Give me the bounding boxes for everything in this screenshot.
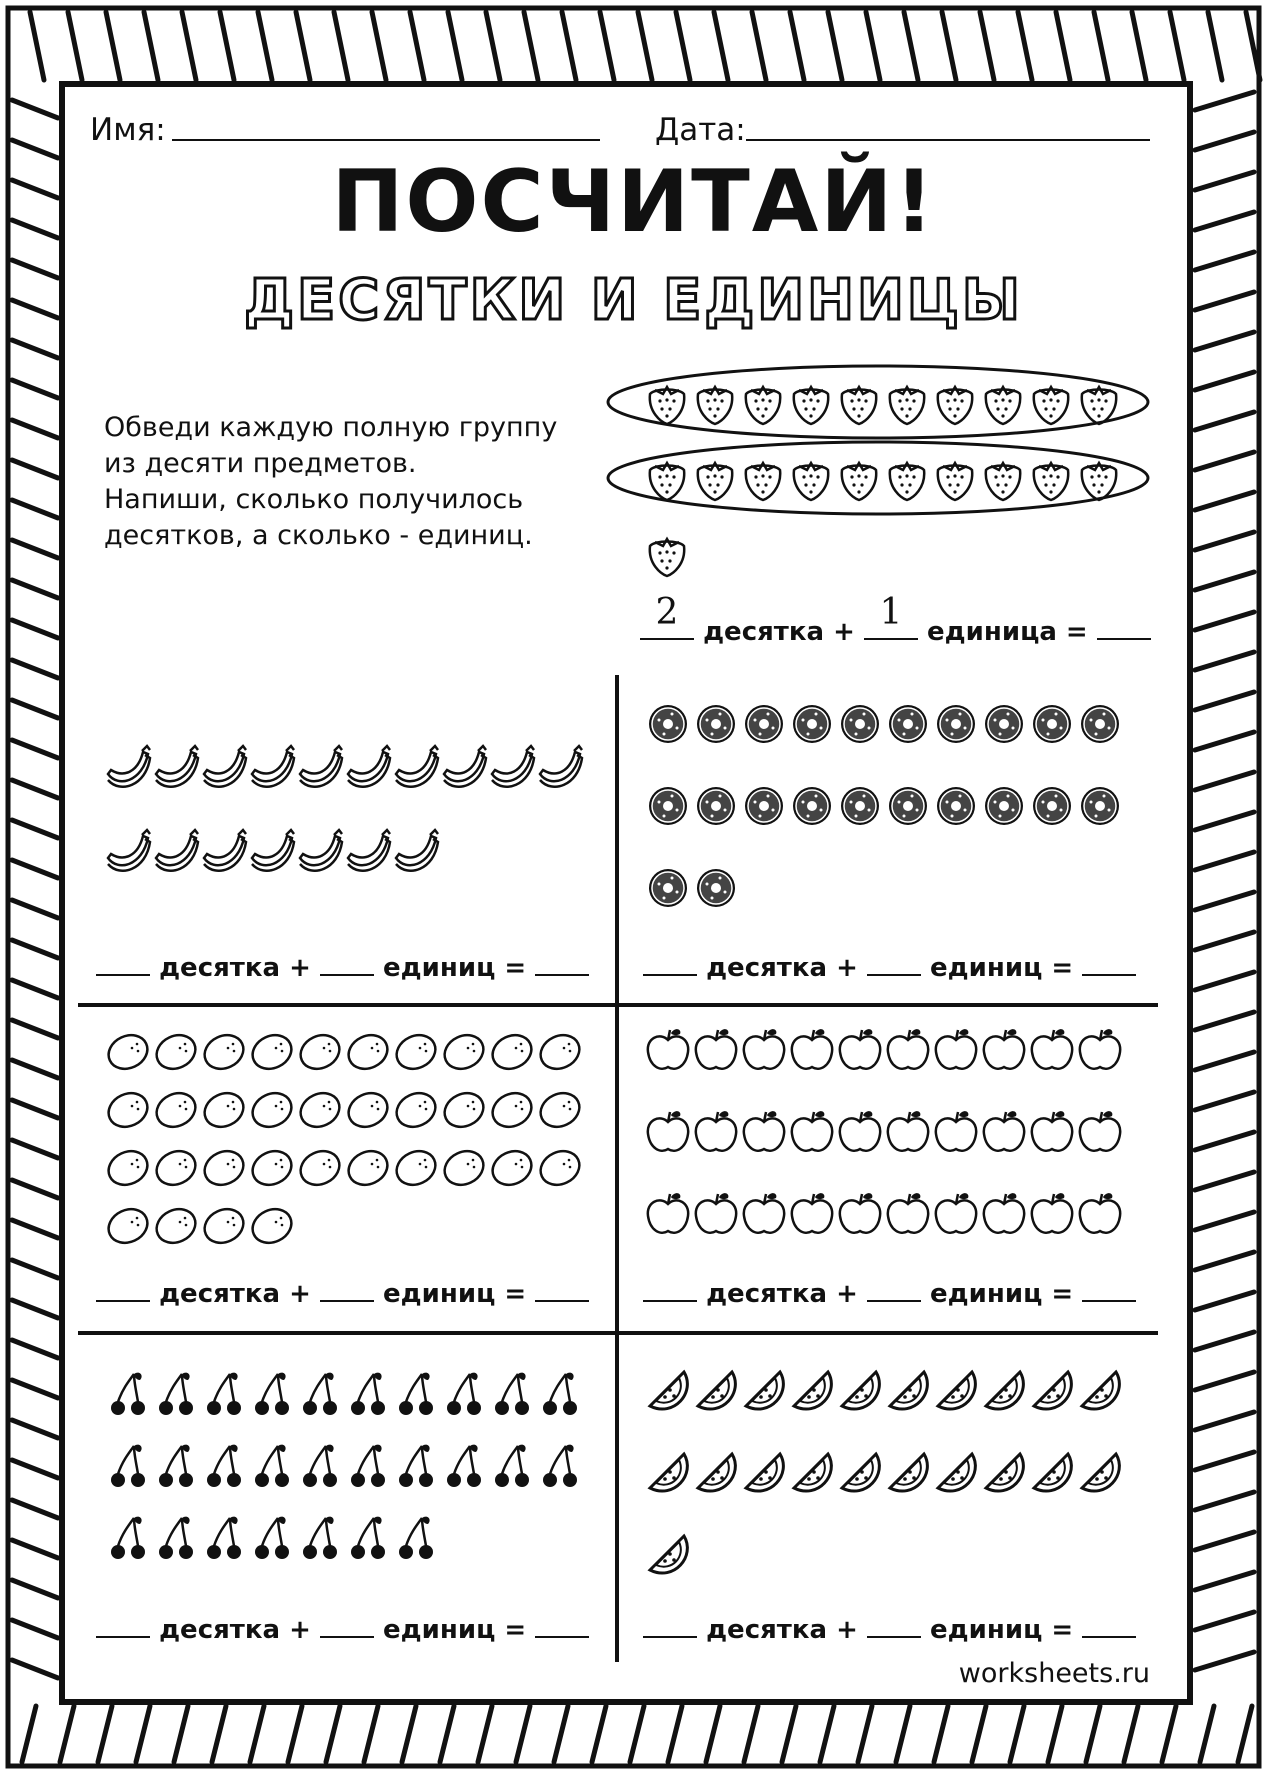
watermelon-icon — [794, 1454, 831, 1491]
apple-icon — [696, 1029, 736, 1069]
cherry-icon — [495, 1445, 529, 1487]
kiwi-icon — [937, 705, 975, 743]
lemon-icon — [343, 1145, 393, 1191]
strawberry-icon — [698, 387, 732, 424]
strawberry-icon — [1034, 387, 1068, 424]
strawberry-icon — [698, 463, 732, 500]
exercise-equation-banana — [96, 948, 589, 983]
cherry-icon — [159, 1445, 193, 1487]
lemon-icon — [391, 1087, 441, 1133]
watermelon-icon — [650, 1536, 687, 1573]
exercise-equation-apple — [643, 1274, 1136, 1309]
apple-icon — [840, 1029, 880, 1069]
strawberry-icon — [1034, 463, 1068, 500]
lemon-icon — [247, 1029, 297, 1075]
lemon-icon — [199, 1087, 249, 1133]
strawberry-icon — [842, 463, 876, 500]
cherry-icon — [159, 1373, 193, 1415]
watermelon-icon — [746, 1454, 783, 1491]
strawberry-icon — [794, 463, 828, 500]
example-equation — [640, 592, 1151, 647]
strawberry-icon — [746, 387, 780, 424]
watermelon-icon — [986, 1454, 1023, 1491]
lemon-icon — [151, 1087, 201, 1133]
strawberry-icon — [794, 387, 828, 424]
lemon-icon — [439, 1145, 489, 1191]
banana-icon — [396, 746, 438, 787]
kiwi-icon — [1081, 705, 1119, 743]
example-tens-value: 2 — [655, 592, 679, 633]
kiwi-icon — [841, 705, 879, 743]
cherry-icon — [399, 1517, 433, 1559]
apple-icon — [648, 1029, 688, 1069]
strawberry-icon — [890, 463, 924, 500]
banana-icon — [348, 746, 390, 787]
apple-icon — [1080, 1029, 1120, 1069]
cherry-icon — [543, 1373, 577, 1415]
total-answer-field[interactable] — [1082, 948, 1136, 976]
strawberry-icon — [746, 463, 780, 500]
cherry-icon — [351, 1517, 385, 1559]
lemon-icon — [199, 1029, 249, 1075]
cherry-icon — [399, 1373, 433, 1415]
ones-word: единиц = — [930, 1615, 1074, 1645]
kiwi-icon — [1033, 787, 1071, 825]
total-answer-field[interactable] — [535, 1610, 589, 1638]
cherry-icon — [207, 1373, 241, 1415]
apple-icon — [984, 1111, 1024, 1151]
example-tens-answer[interactable] — [640, 592, 694, 640]
apple-icon — [840, 1193, 880, 1233]
ones-word: единиц = — [383, 953, 527, 983]
apple-icon — [888, 1111, 928, 1151]
apple-icon — [792, 1029, 832, 1069]
watermelon-icon — [842, 1454, 879, 1491]
lemon-icon — [295, 1145, 345, 1191]
tens-word: десятка + — [159, 1615, 311, 1645]
tens-answer-field[interactable] — [96, 948, 150, 976]
watermelon-icon — [890, 1372, 927, 1409]
strawberry-icon — [842, 387, 876, 424]
watermelon-icon — [650, 1454, 687, 1491]
cherry-icon — [255, 1373, 289, 1415]
apple-icon — [984, 1193, 1024, 1233]
strawberry-icon — [650, 463, 684, 500]
tens-word: десятка + — [706, 1279, 858, 1309]
strawberry-icon — [1082, 387, 1116, 424]
lemon-icon — [151, 1203, 201, 1249]
apple-icon — [936, 1029, 976, 1069]
watermelon-icon — [650, 1372, 687, 1409]
lemon-icon — [487, 1087, 537, 1133]
banana-icon — [492, 746, 534, 787]
ones-word: единиц = — [930, 953, 1074, 983]
apple-icon — [696, 1193, 736, 1233]
lemon-icon — [343, 1087, 393, 1133]
watermelon-icon — [698, 1454, 735, 1491]
watermelon-icon — [1082, 1372, 1119, 1409]
lemon-icon — [535, 1029, 585, 1075]
apple-icon — [936, 1111, 976, 1151]
watermelon-icon — [986, 1372, 1023, 1409]
watermelon-icon — [842, 1372, 879, 1409]
strawberry-icon — [1082, 463, 1116, 500]
instruction-line: Напиши, сколько получилось — [104, 484, 524, 515]
lemon-icon — [199, 1203, 249, 1249]
banana-icon — [108, 830, 150, 871]
strawberry-icon — [650, 539, 684, 576]
banana-icon — [156, 746, 198, 787]
apple-icon — [1032, 1111, 1072, 1151]
banana-icon — [300, 746, 342, 787]
strawberry-icon — [986, 463, 1020, 500]
lemon-icon — [535, 1087, 585, 1133]
apple-icon — [840, 1111, 880, 1151]
lemon-icon — [103, 1145, 153, 1191]
tens-word: десятка + — [706, 1615, 858, 1645]
total-answer-field[interactable] — [1082, 1610, 1136, 1638]
watermelon-icon — [1082, 1454, 1119, 1491]
kiwi-icon — [985, 705, 1023, 743]
kiwi-icon — [1033, 705, 1071, 743]
cherry-icon — [207, 1445, 241, 1487]
cherry-icon — [447, 1445, 481, 1487]
cherry-icon — [159, 1517, 193, 1559]
tens-word: десятка + — [159, 953, 311, 983]
kiwi-icon — [745, 787, 783, 825]
kiwi-icon — [841, 787, 879, 825]
lemon-icon — [487, 1145, 537, 1191]
instruction-line: Обведи каждую полную группу — [104, 412, 558, 443]
apple-icon — [648, 1193, 688, 1233]
cherry-icon — [351, 1373, 385, 1415]
watermelon-icon — [938, 1454, 975, 1491]
cherry-icon — [351, 1445, 385, 1487]
cherry-icon — [495, 1373, 529, 1415]
apple-icon — [1032, 1029, 1072, 1069]
banana-icon — [156, 830, 198, 871]
exercise-equation-lemon — [96, 1274, 589, 1309]
tens-answer-field[interactable] — [643, 1274, 697, 1302]
watermelon-icon — [746, 1372, 783, 1409]
lemon-icon — [295, 1087, 345, 1133]
date-label: Дата: — [655, 112, 746, 148]
watermelon-icon — [1034, 1454, 1071, 1491]
lemon-icon — [343, 1029, 393, 1075]
exercise-equation-kiwi — [643, 948, 1136, 983]
cherry-icon — [111, 1517, 145, 1559]
page-subtitle: ДЕСЯТКИ И ЕДИНИЦЫ — [244, 268, 1023, 333]
strawberry-icon — [938, 387, 972, 424]
banana-icon — [300, 830, 342, 871]
lemon-icon — [103, 1087, 153, 1133]
watermelon-icon — [938, 1372, 975, 1409]
example-total-answer[interactable] — [1097, 612, 1151, 640]
ones-answer-field[interactable] — [320, 948, 374, 976]
lemon-icon — [439, 1029, 489, 1075]
cherry-icon — [399, 1445, 433, 1487]
cherry-icon — [111, 1445, 145, 1487]
ones-answer-field[interactable] — [867, 948, 921, 976]
kiwi-icon — [649, 869, 687, 907]
strawberry-icon — [890, 387, 924, 424]
apple-icon — [744, 1193, 784, 1233]
lemon-icon — [247, 1145, 297, 1191]
lemon-icon — [151, 1029, 201, 1075]
kiwi-icon — [697, 869, 735, 907]
apple-icon — [1032, 1193, 1072, 1233]
cherry-icon — [255, 1517, 289, 1559]
ones-word: единиц = — [930, 1279, 1074, 1309]
kiwi-icon — [889, 787, 927, 825]
banana-icon — [444, 746, 486, 787]
tens-word: десятка + — [706, 953, 858, 983]
apple-icon — [1080, 1193, 1120, 1233]
lemon-icon — [247, 1087, 297, 1133]
lemon-icon — [247, 1203, 297, 1249]
ones-answer-field[interactable] — [320, 1610, 374, 1638]
lemon-icon — [535, 1145, 585, 1191]
cherry-icon — [207, 1517, 241, 1559]
banana-icon — [348, 830, 390, 871]
kiwi-icon — [745, 705, 783, 743]
kiwi-icon — [1081, 787, 1119, 825]
tens-answer-field[interactable] — [643, 1610, 697, 1638]
instruction-line: десятков, а сколько - единиц. — [104, 520, 533, 551]
banana-icon — [252, 830, 294, 871]
cherry-icon — [303, 1373, 337, 1415]
kiwi-icon — [937, 787, 975, 825]
banana-icon — [204, 830, 246, 871]
kiwi-icon — [649, 787, 687, 825]
tens-answer-field[interactable] — [96, 1274, 150, 1302]
cherry-icon — [543, 1445, 577, 1487]
exercise-equation-watermelon — [643, 1610, 1136, 1645]
kiwi-icon — [985, 787, 1023, 825]
lemon-icon — [487, 1029, 537, 1075]
apple-icon — [936, 1193, 976, 1233]
lemon-icon — [151, 1145, 201, 1191]
apple-icon — [888, 1029, 928, 1069]
strawberry-icon — [938, 463, 972, 500]
total-answer-field[interactable] — [535, 948, 589, 976]
apple-icon — [792, 1111, 832, 1151]
banana-icon — [252, 746, 294, 787]
tens-word: десятка + — [159, 1279, 311, 1309]
example-ones-value: 1 — [879, 592, 903, 633]
lemon-icon — [199, 1145, 249, 1191]
watermelon-icon — [794, 1372, 831, 1409]
ones-answer-field[interactable] — [320, 1274, 374, 1302]
kiwi-icon — [697, 705, 735, 743]
cherry-icon — [111, 1373, 145, 1415]
strawberry-icon — [650, 387, 684, 424]
ones-answer-field[interactable] — [867, 1610, 921, 1638]
strawberry-icon — [986, 387, 1020, 424]
lemon-icon — [295, 1029, 345, 1075]
site-credit: worksheets.ru — [958, 1658, 1150, 1689]
banana-icon — [540, 746, 582, 787]
lemon-icon — [103, 1029, 153, 1075]
apple-icon — [696, 1111, 736, 1151]
cherry-icon — [447, 1373, 481, 1415]
banana-icon — [396, 830, 438, 871]
kiwi-icon — [889, 705, 927, 743]
kiwi-icon — [793, 705, 831, 743]
page-title: ПОСЧИТАЙ! — [331, 152, 936, 252]
apple-icon — [984, 1029, 1024, 1069]
example-ones-answer[interactable] — [864, 592, 918, 640]
ones-word: единиц = — [383, 1279, 527, 1309]
kiwi-icon — [697, 787, 735, 825]
tens-answer-field[interactable] — [96, 1610, 150, 1638]
tens-word: десятка + — [703, 617, 855, 647]
ones-word: единиц = — [383, 1615, 527, 1645]
apple-icon — [744, 1029, 784, 1069]
ones-word: единица = — [927, 617, 1088, 647]
lemon-icon — [391, 1145, 441, 1191]
cherry-icon — [303, 1517, 337, 1559]
watermelon-icon — [698, 1372, 735, 1409]
apple-icon — [648, 1111, 688, 1151]
exercise-equation-cherry — [96, 1610, 589, 1645]
watermelon-icon — [1034, 1372, 1071, 1409]
tens-answer-field[interactable] — [643, 948, 697, 976]
apple-icon — [888, 1193, 928, 1233]
apple-icon — [744, 1111, 784, 1151]
cherry-icon — [255, 1445, 289, 1487]
lemon-icon — [391, 1029, 441, 1075]
instruction-line: из десяти предметов. — [104, 448, 417, 479]
total-answer-field[interactable] — [535, 1274, 589, 1302]
name-label: Имя: — [90, 112, 166, 148]
watermelon-icon — [890, 1454, 927, 1491]
apple-icon — [1080, 1111, 1120, 1151]
ones-answer-field[interactable] — [867, 1274, 921, 1302]
apple-icon — [792, 1193, 832, 1233]
lemon-icon — [439, 1087, 489, 1133]
cherry-icon — [303, 1445, 337, 1487]
kiwi-icon — [649, 705, 687, 743]
banana-icon — [108, 746, 150, 787]
lemon-icon — [103, 1203, 153, 1249]
banana-icon — [204, 746, 246, 787]
kiwi-icon — [793, 787, 831, 825]
total-answer-field[interactable] — [1082, 1274, 1136, 1302]
